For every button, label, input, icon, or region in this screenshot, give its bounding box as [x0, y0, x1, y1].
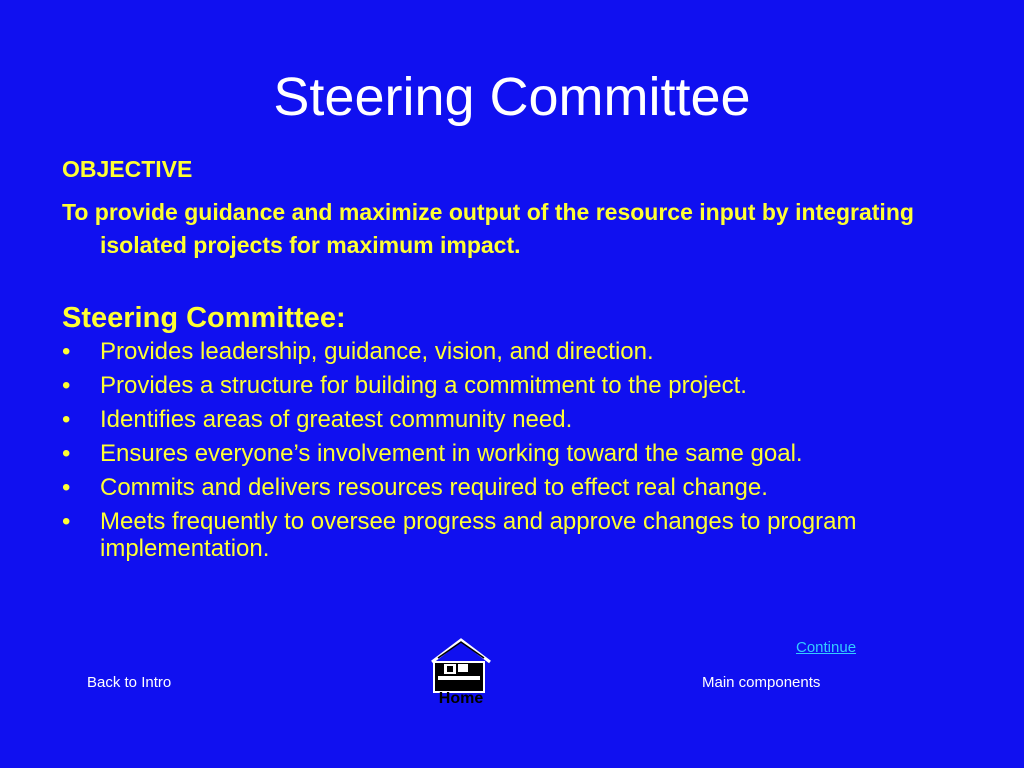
bullet-item	[62, 406, 962, 433]
bullet-text: Meets frequently to oversee progress and approve changes to program implementation.	[100, 508, 857, 562]
section-heading: Steering Committee:	[62, 302, 346, 334]
bullet-marker: •	[62, 474, 71, 501]
main-components-link[interactable]: Main components	[702, 674, 821, 691]
home-button[interactable]	[428, 638, 494, 712]
bullet-marker: •	[62, 508, 71, 535]
home-label: Home	[438, 690, 484, 707]
bullet-item	[62, 508, 962, 562]
back-to-intro-link[interactable]: Back to Intro	[87, 674, 172, 691]
bullet-marker: •	[62, 338, 71, 365]
bullet-item	[62, 440, 962, 467]
bullet-text: Provides a structure for building a commitment to the project.	[100, 372, 747, 399]
objective-heading: OBJECTIVE	[62, 156, 193, 182]
bullet-text: Commits and delivers resources required to effect real change.	[100, 474, 768, 501]
bullet-item	[62, 372, 962, 399]
bullet-marker: •	[62, 406, 71, 433]
bullet-text: Ensures everyone’s involvement in working toward the same goal.	[100, 440, 803, 467]
bullet-marker: •	[62, 372, 71, 399]
continue-link[interactable]: Continue	[796, 639, 857, 656]
bullet-marker: •	[62, 440, 71, 467]
bullet-text: Identifies areas of greatest community need.	[100, 406, 573, 433]
objective-text: To provide guidance and maximize output of the resource input by integrating isolated projects for maximum impact.	[62, 199, 914, 258]
slide-title: Steering Committee	[273, 67, 751, 127]
home-icon	[428, 638, 494, 694]
bullet-list	[62, 338, 962, 569]
bullet-text: Provides leadership, guidance, vision, and direction.	[100, 338, 654, 365]
bullet-item	[62, 338, 962, 365]
bullet-item	[62, 474, 962, 501]
